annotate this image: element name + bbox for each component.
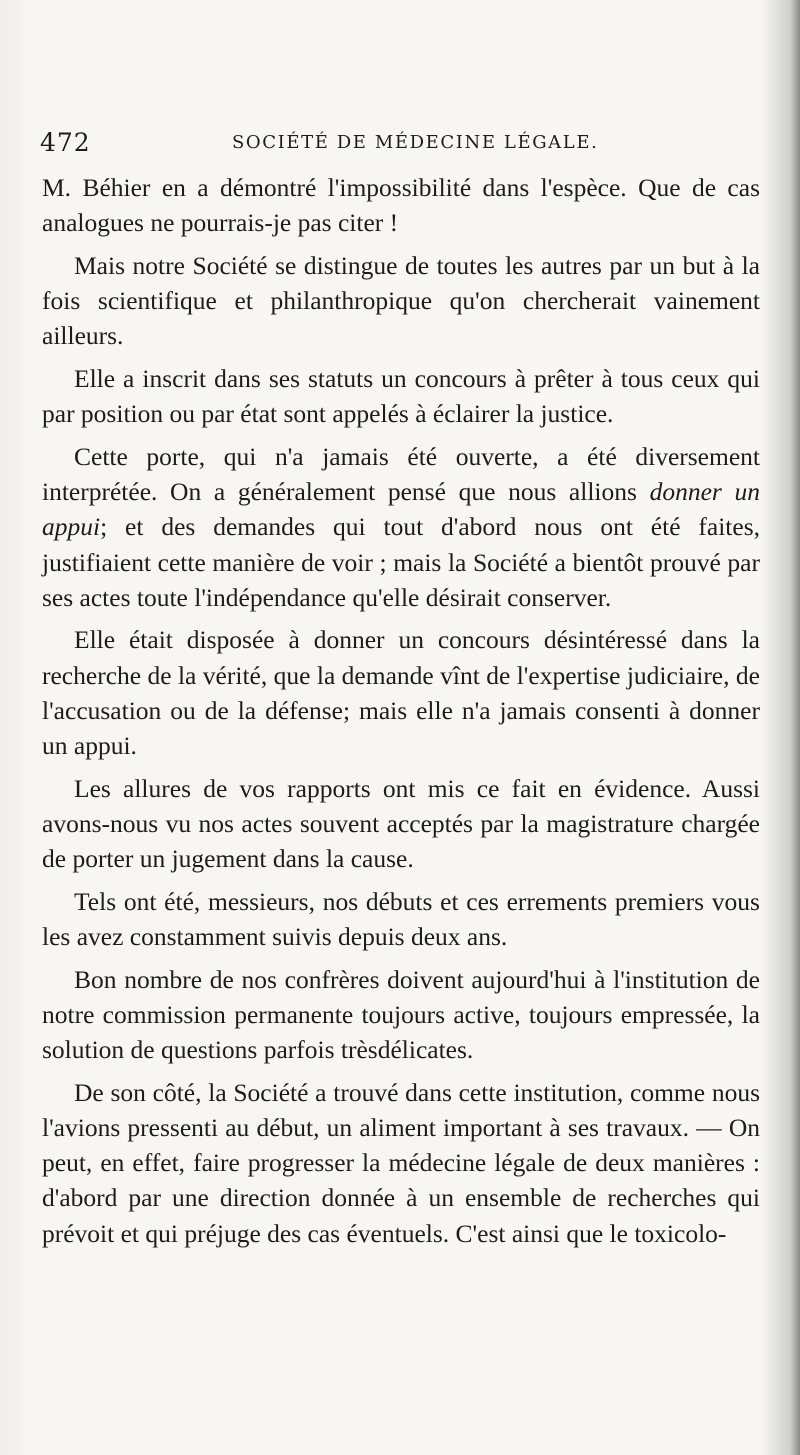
page-number: 472 xyxy=(40,128,91,157)
running-head xyxy=(40,128,760,162)
paragraph-6: Les allures de vos rapports ont mis ce fait en évidence. Aussi avons-nous vu nos actes souvent acceptés par la magistrature chargée de porter un jugement dans la cause. xyxy=(42,773,760,874)
paragraph-4 xyxy=(42,439,760,615)
paragraph-1: M. Béhier en a démontré l'impossibilité dans l'espèce. Que de cas analogues ne pourrais-je pas citer ! xyxy=(42,173,760,238)
paragraph-4-after: ; et des demandes qui tout d'abord nous ont été faites, justifiaient cette manière de voir ; mais la Société a bientôt prouvé par ses actes toute l'indépendance qu'elle désirait conserver. xyxy=(42,512,760,612)
paragraph-8: Bon nombre de nos confrères doivent aujourd'hui à l'institution de notre commission permanente toujours active, toujours empressée, la solution de questions parfois trèsdélicates. xyxy=(42,964,760,1065)
paragraph-2: Mais notre Société se distingue de toutes les autres par un but à la fois scientifique et philanthropique qu'on chercherait vainement ailleurs. xyxy=(42,250,760,351)
paragraph-3: Elle a inscrit dans ses statuts un concours à prêter à tous ceux qui par position ou par état sont appelés à éclairer la justice. xyxy=(42,364,760,429)
italic-phrase: donner un appui xyxy=(42,477,760,542)
body-text xyxy=(42,170,760,1258)
paragraph-9: De son côté, la Société a trouvé dans cette institution, comme nous l'avions pressenti au début, un aliment important à ses travaux. — On peut, en effet, faire progresser la médecine légale de deux manières : d'abord par une direction donnée à un ensemble de recherches qui prévoit et qui préjuge des cas éventuels. C'est ainsi que le toxicolo- xyxy=(42,1077,760,1248)
paragraph-4-before: Cette porte, qui n'a jamais été ouverte, a été diversement interprétée. On a généralement pensé que nous allions xyxy=(42,441,760,507)
paragraph-5: Elle était disposée à donner un concours désintéressé dans la recherche de la vérité, que la demande vînt de l'expertise judiciaire, de l'accusation ou de la défense; mais elle n'a jamais consenti à donner un appui. xyxy=(42,625,760,761)
paragraph-7: Tels ont été, messieurs, nos débuts et ces errements premiers vous les avez constamment suivis depuis deux ans. xyxy=(42,886,760,952)
running-head-title: SOCIÉTÉ DE MÉDECINE LÉGALE. xyxy=(232,132,599,153)
